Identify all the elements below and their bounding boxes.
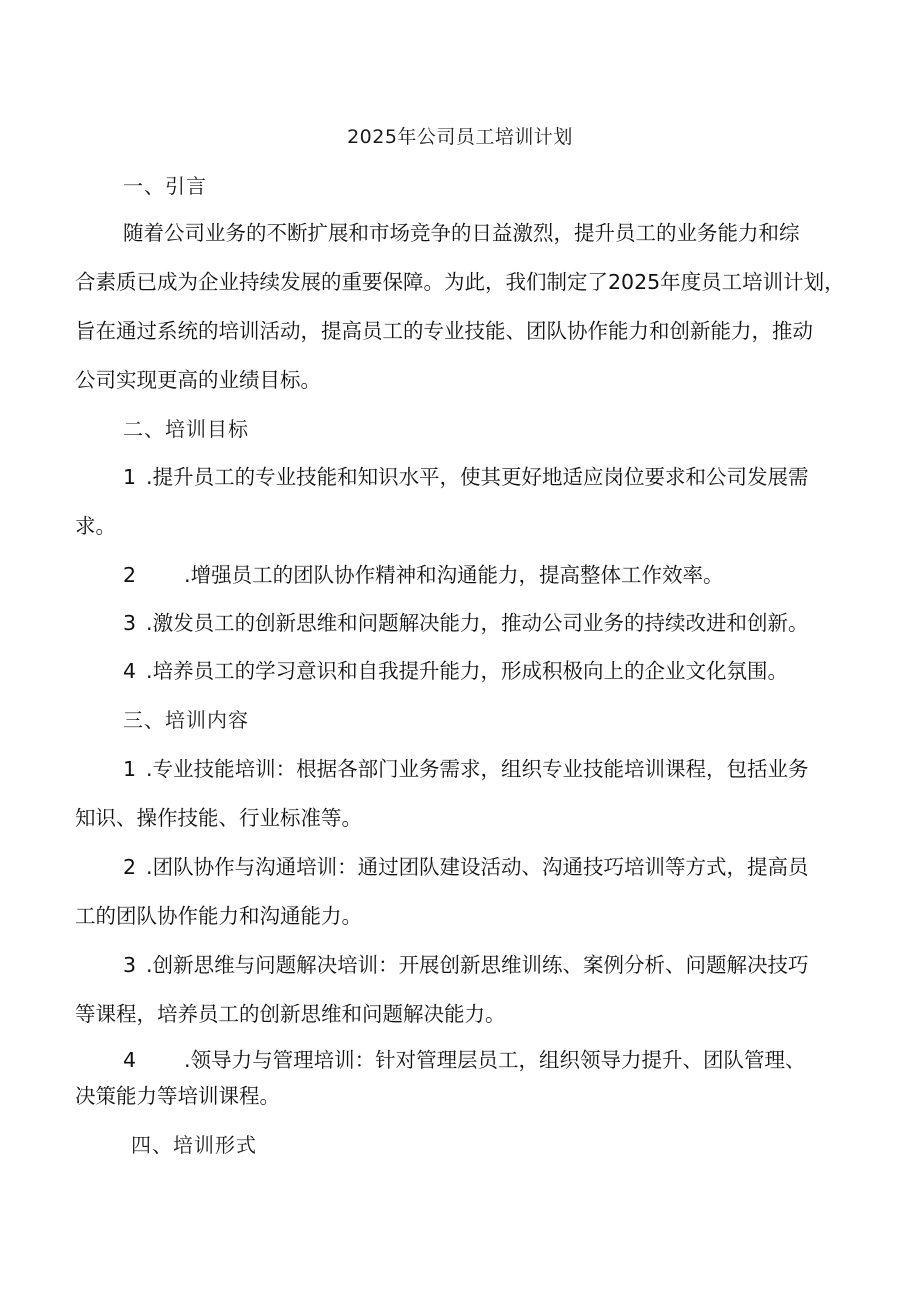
content-item-4 <box>75 1039 850 1111</box>
text-line: 公司实现更高的业绩目标。 <box>75 368 321 392</box>
item-text: .创新思维与问题解决培训：开展创新思维训练、案例分析、问题解决技巧 <box>146 953 809 977</box>
goal-item-4 <box>75 647 850 696</box>
section-heading-introduction: 一、引言 <box>123 174 207 198</box>
document-title: 2025年公司员工培训计划 <box>347 126 573 148</box>
item-text: .增强员工的团队协作精神和沟通能力，提高整体工作效率。 <box>184 563 724 587</box>
text-line: 合素质已成为企业持续发展的重要保障。为此，我们制定了2025年度员工培训计划， <box>75 270 845 294</box>
item-number: 3 <box>123 953 137 977</box>
text-line <box>75 551 850 600</box>
text-line <box>75 453 850 502</box>
item-text: .专业技能培训：根据各部门业务需求，组织专业技能培训课程，包括业务 <box>146 757 809 781</box>
text-line <box>75 941 850 990</box>
text-line: 等课程，培养员工的创新思维和问题解决能力。 <box>75 1002 506 1026</box>
content-item-2 <box>75 843 850 941</box>
text-line: 决策能力等培训课程。 <box>75 1084 280 1108</box>
goal-item-1 <box>75 453 850 551</box>
item-text: .团队协作与沟通培训：通过团队建设活动、沟通技巧培训等方式，提高员 <box>146 855 809 879</box>
text-line <box>75 599 850 648</box>
text-line: 随着公司业务的不断扩展和市场竞争的日益激烈，提升员工的业务能力和综 <box>123 221 800 245</box>
text-line: 求。 <box>75 514 116 538</box>
item-number: 2 <box>123 563 137 587</box>
item-number: 4 <box>123 1048 137 1072</box>
text-line: 知识、操作技能、行业标准等。 <box>75 806 362 830</box>
item-number: 3 <box>123 611 137 635</box>
goal-item-2 <box>75 551 850 600</box>
text-line: 旨在通过系统的培训活动，提高员工的专业技能、团队协作能力和创新能力，推动 <box>75 319 813 343</box>
text-line <box>75 843 850 892</box>
section-heading-format: 四、培训形式 <box>131 1133 257 1157</box>
item-text: .培养员工的学习意识和自我提升能力，形成积极向上的企业文化氛围。 <box>146 659 789 683</box>
intro-paragraph <box>75 209 850 405</box>
text-line <box>75 647 850 696</box>
content-item-3 <box>75 941 850 1039</box>
item-text: .激发员工的创新思维和问题解决能力，推动公司业务的持续改进和创新。 <box>146 611 809 635</box>
goal-item-3 <box>75 599 850 648</box>
text-line <box>75 745 850 794</box>
item-text: .领导力与管理培训：针对管理层员工，组织领导力提升、团队管理、 <box>184 1048 806 1072</box>
item-number: 4 <box>123 659 137 683</box>
item-text: .提升员工的专业技能和知识水平，使其更好地适应岗位要求和公司发展需 <box>146 465 809 489</box>
text-line <box>75 1039 850 1081</box>
section-heading-goals: 二、培训目标 <box>123 417 249 441</box>
content-item-1 <box>75 745 850 843</box>
section-heading-content: 三、培训内容 <box>123 708 249 732</box>
text-line: 工的团队协作能力和沟通能力。 <box>75 904 362 928</box>
item-number: 2 <box>123 855 137 879</box>
item-number: 1 <box>123 465 137 489</box>
item-number: 1 <box>123 757 137 781</box>
